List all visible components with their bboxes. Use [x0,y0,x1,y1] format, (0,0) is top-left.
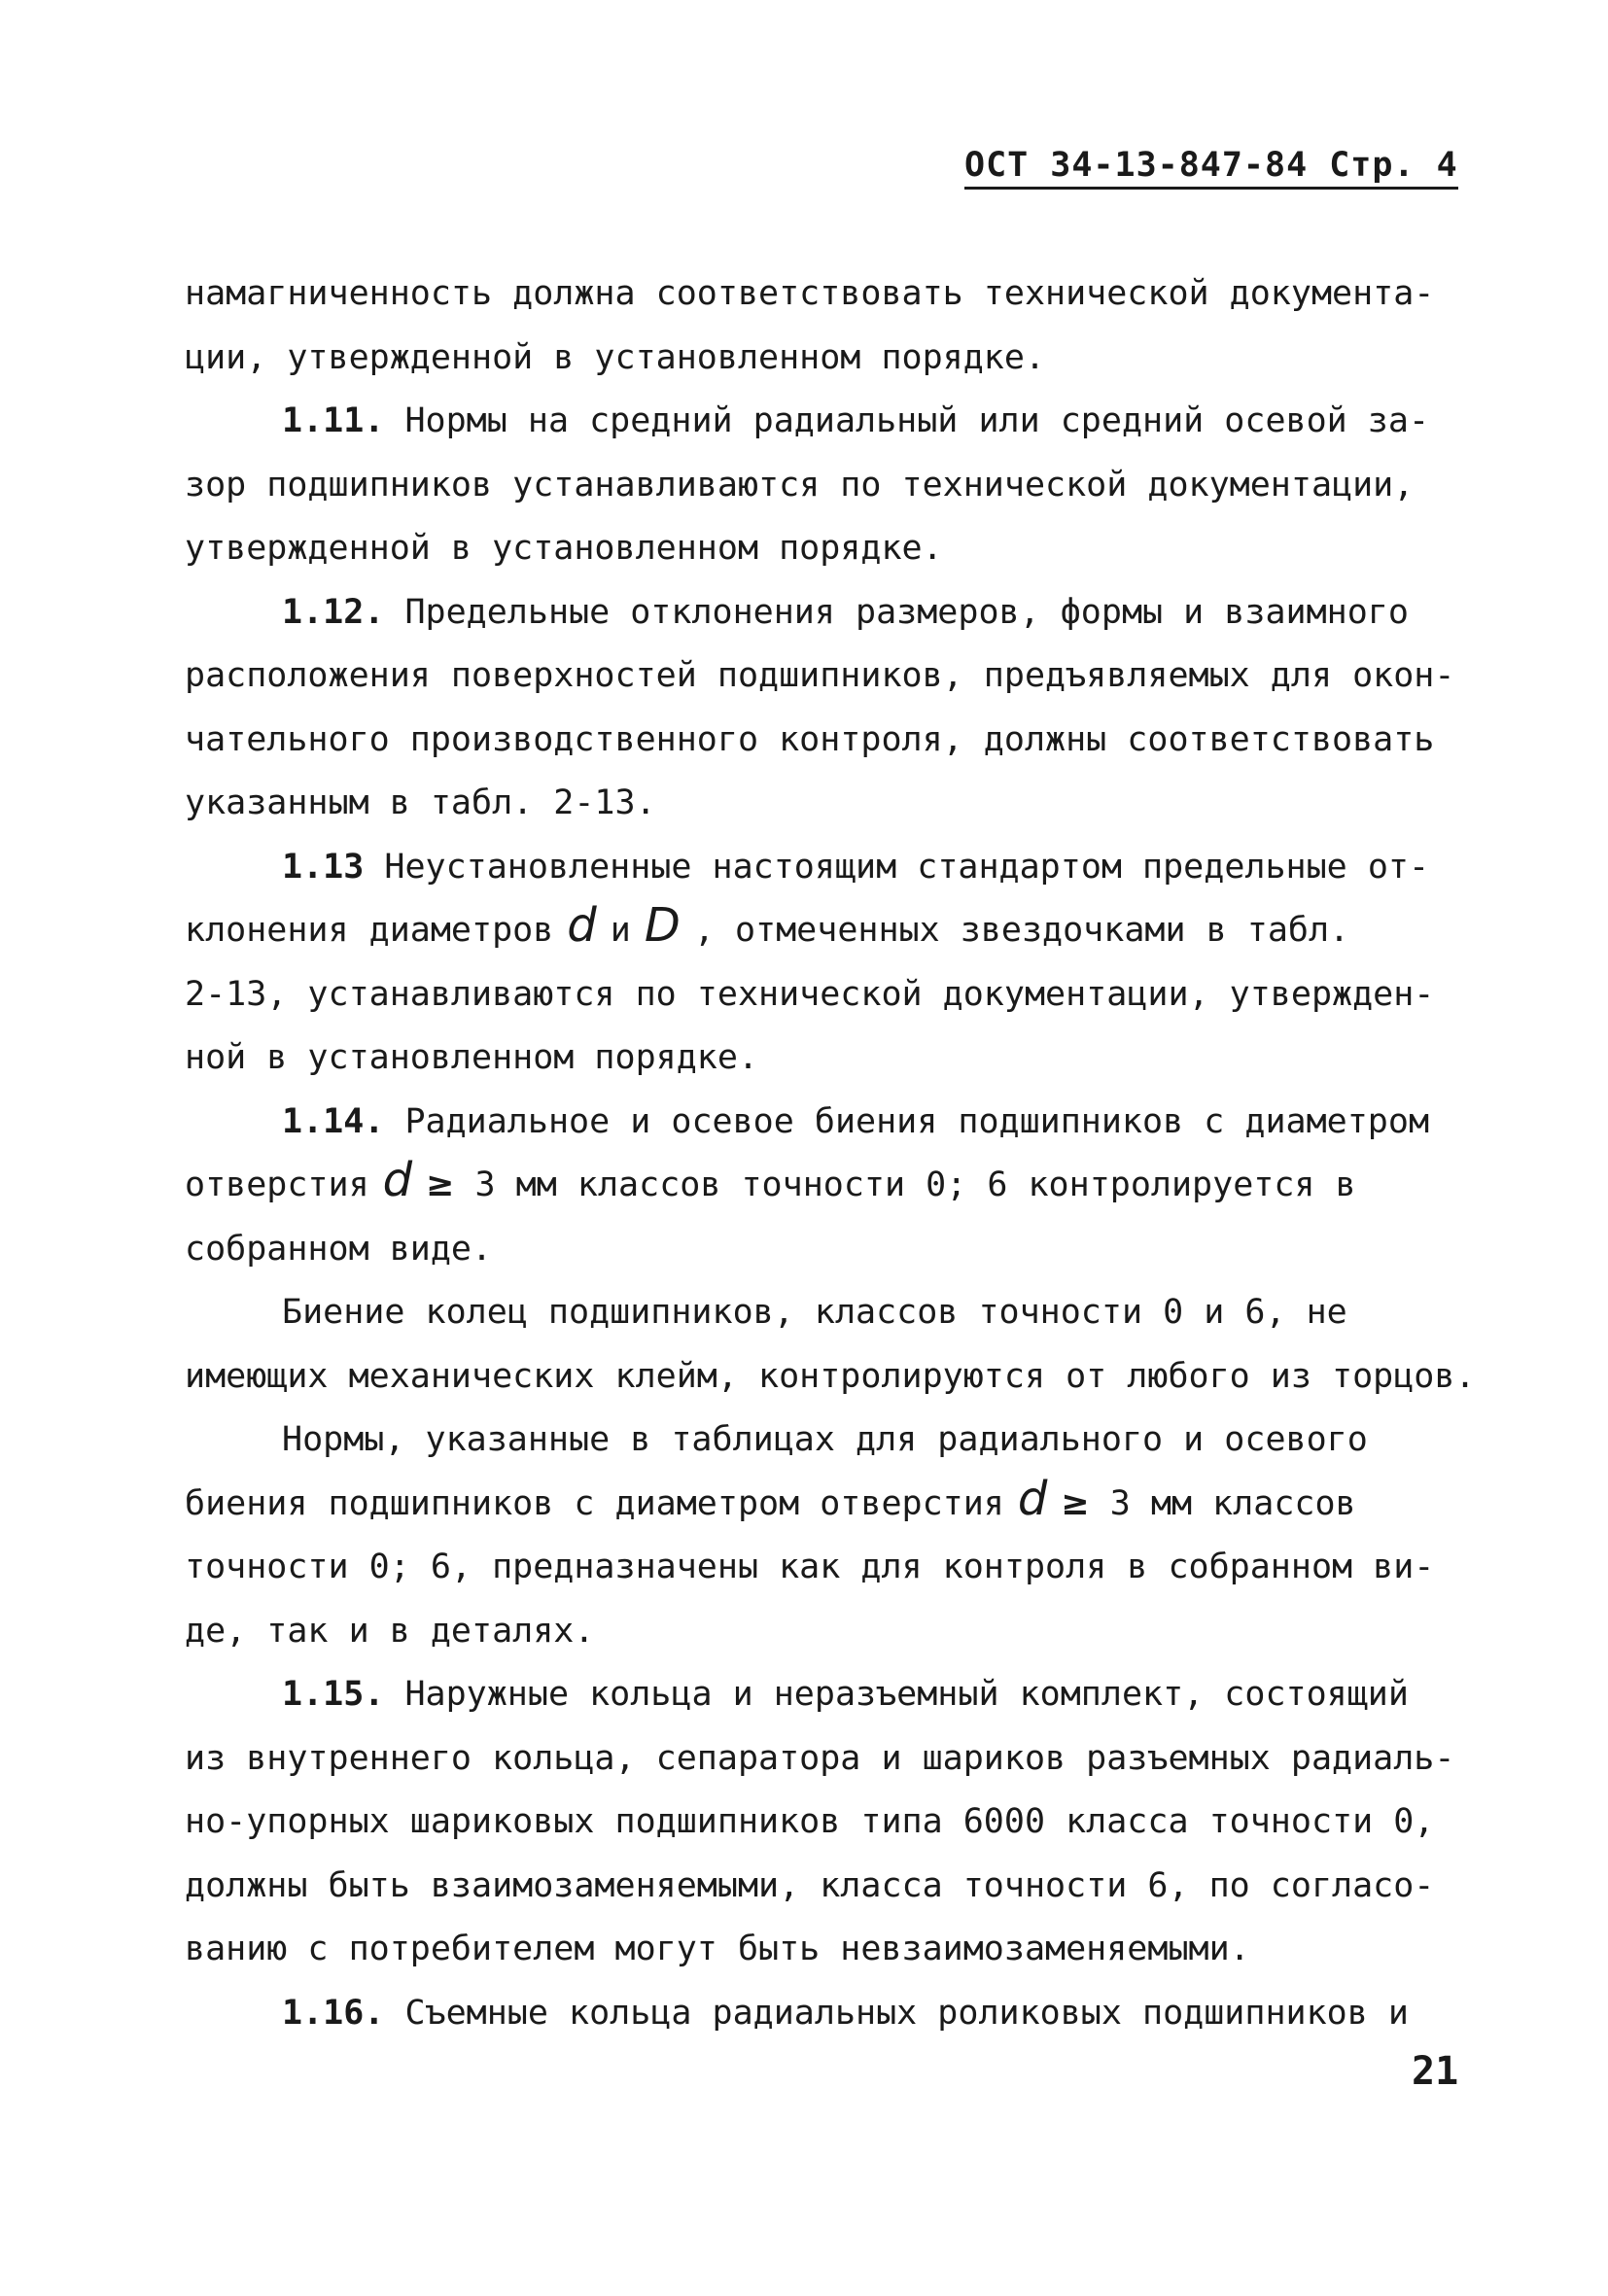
text-line: ции, утвержденной в установленном порядке. [185,337,1046,377]
diameter-d-symbol: d [382,1153,413,1207]
paragraph-1-12 [185,581,1439,645]
paragraph-1-15 [185,1663,1439,1727]
paragraph-number: 1.13 [282,847,365,887]
text-line: Нормы на средний радиальный или средний осевой за- [404,401,1430,440]
paragraph-number: 1.11. [282,401,385,440]
text-line: 2-13, устанавливаются по технической документации, утвержден- [185,974,1435,1014]
text-fragment: классов точности 0; 6 контролируется в [577,1165,1356,1204]
paragraph-1-16 [185,1982,1439,2046]
text-line: чательного производственного контроля, должны соответствовать [185,719,1435,759]
text-line: Нормы, указанные в таблицах для радиального и осевого [282,1420,1368,1459]
text-line: ванию с потребителем могут быть невзаимозаменяемыми. [185,1930,1250,1968]
text-line: имеющих механических клейм, контролируются от любого из торцов. [185,1356,1476,1396]
text-line: Предельные отклонения размеров, формы и взаимного [404,592,1409,632]
text-line: де, так и в деталях. [185,1611,595,1651]
text-line: Наружные кольца и неразъемный комплект, состоящий [404,1675,1409,1714]
text-fragment: 3 мм классов [1109,1483,1356,1523]
text-fragment: , отмеченных звездочками в табл. [693,911,1350,950]
text-fragment: отверстия [185,1165,369,1204]
document-header: ОСТ 34-13-847-84 Стр. 4 [964,146,1458,190]
greater-equal-symbol: ≥ [1061,1483,1090,1523]
text-line: зор подшипников устанавливаются по технической документации, [185,465,1415,504]
paragraph-1-11 [185,390,1439,454]
text-fragment: 3 мм [474,1165,557,1204]
text-line-with-symbols [185,1154,1439,1218]
text-line: указанным в табл. 2-13. [185,783,656,822]
paragraph-1-14 [185,1091,1439,1155]
diameter-d-symbol: d [567,898,597,953]
text-line: Радиальное и осевое биения подшипников с диаметром [404,1101,1430,1141]
text-line: из внутреннего кольца, сепаратора и шариков разъемных радиаль- [185,1738,1455,1778]
paragraph-1-13 [185,836,1439,900]
text-line: намагниченность должна соответствовать технической документа- [185,274,1435,313]
diameter-d-symbol: d [1017,1471,1048,1526]
greater-equal-symbol: ≥ [426,1165,455,1204]
text-fragment: биения подшипников с диаметром отверстия [185,1483,1004,1523]
diameter-D-symbol: D [644,898,681,953]
text-line: должны быть взаимозаменяемыми, класса точности 6, по согласо- [185,1865,1435,1905]
document-body [185,262,1476,2045]
text-line-with-symbols [185,899,1439,963]
text-line: Биение колец подшипников, классов точности 0 и 6, не [282,1293,1347,1332]
text-line-with-symbols [185,1473,1439,1537]
text-fragment: клонения диаметров [185,911,554,950]
text-line: но-упорных шариковых подшипников типа 6000 класса точности 0, [185,1802,1435,1841]
text-line: собранном виде. [185,1229,493,1269]
text-line: утвержденной в установленном порядке. [185,529,943,568]
text-line: Неустановленные настоящим стандартом предельные от- [384,847,1430,887]
text-fragment: и [610,911,631,950]
page-number: 21 [1412,2049,1459,2094]
paragraph-number: 1.15. [282,1675,385,1714]
text-line: Съемные кольца радиальных роликовых подшипников и [404,1993,1409,2033]
text-line: точности 0; 6, предназначены как для контроля в собранном ви- [185,1548,1435,1586]
text-line: ной в установленном порядке. [185,1038,759,1077]
paragraph-number: 1.16. [282,1993,385,2033]
paragraph-number: 1.14. [282,1101,385,1141]
paragraph-number: 1.12. [282,592,385,632]
text-line: расположения поверхностей подшипников, предъявляемых для окон- [185,656,1455,695]
